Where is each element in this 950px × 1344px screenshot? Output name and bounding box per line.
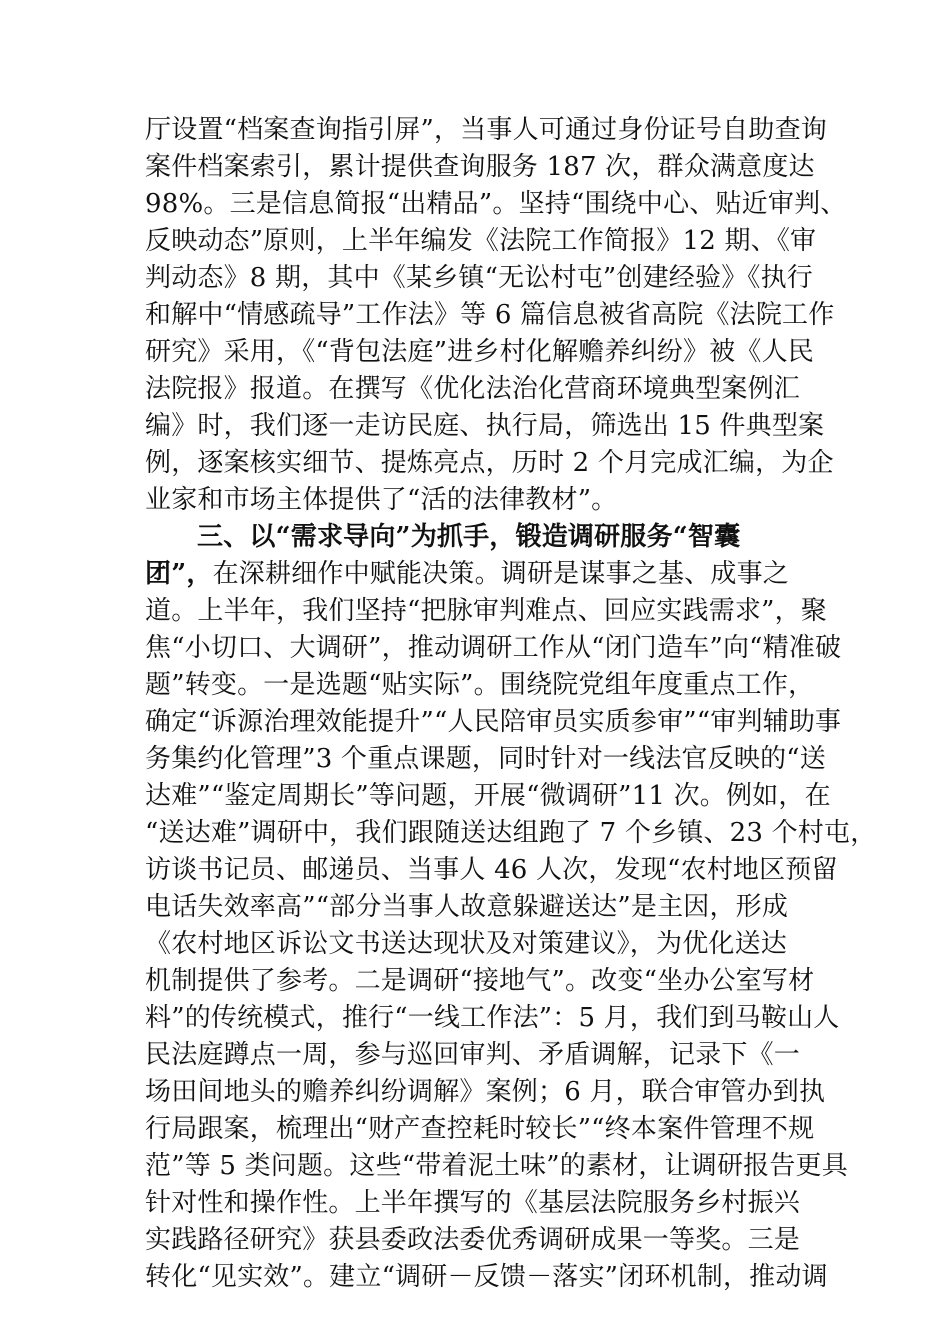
- section-heading-end: 团”，: [145, 559, 213, 589]
- text-line: 确定“诉源治理效能提升”“人民陪审员实质参审”“审判辅助事: [145, 707, 842, 737]
- text-line: 实践路径研究》获县委政法委优秀调研成果一等奖。三是: [145, 1225, 801, 1255]
- text-line: 例，逐案核实细节、提炼亮点，历时 2 个月完成汇编，为企: [145, 448, 834, 478]
- text-line: “送达难”调研中，我们跟随送达组跑了 7 个乡镇、23 个村屯，: [145, 818, 877, 848]
- text-line: 法院报》报道。在撰写《优化法治化营商环境典型案例汇: [145, 374, 801, 404]
- text-line: 针对性和操作性。上半年撰写的《基层法院服务乡村振兴: [145, 1188, 801, 1218]
- text-line: 访谈书记员、邮递员、当事人 46 人次，发现“农村地区预留: [145, 855, 838, 885]
- body-text: [145, 112, 877, 1296]
- text-line: 场田间地头的赡养纠纷调解》案例；6 月，联合审管办到执: [145, 1077, 826, 1107]
- text-line: 道。上半年，我们坚持“把脉审判难点、回应实践需求”，聚: [145, 596, 827, 626]
- text-line: 务集约化管理”3 个重点课题，同时针对一线法官反映的“送: [145, 744, 826, 774]
- text-line: 达难”“鉴定周期长”等问题，开展“微调研”11 次。例如，在: [145, 781, 831, 811]
- text-line: 焦“小切口、大调研”，推动调研工作从“闭门造车”向“精准破: [145, 633, 842, 663]
- section-heading: 三、以“需求导向”为抓手，锻造调研服务“智囊: [197, 522, 741, 552]
- text-line: 民法庭蹲点一周，参与巡回审判、矛盾调解，记录下《一: [145, 1040, 801, 1070]
- text-line: 业家和市场主体提供了“活的法律教材”。: [145, 485, 618, 515]
- text-line: 98%。三是信息简报“出精品”。坚持“围绕中心、贴近审判、: [145, 189, 847, 219]
- text-line: 机制提供了参考。二是调研“接地气”。改变“坐办公室写材: [145, 966, 815, 996]
- text-line: 案件档案索引，累计提供查询服务 187 次，群众满意度达: [145, 152, 815, 182]
- text-line: 转化“见实效”。建立“调研－反馈－落实”闭环机制，推动调: [145, 1262, 828, 1292]
- text-line: 和解中“情感疏导”工作法》等 6 篇信息被省高院《法院工作: [145, 300, 835, 330]
- text-line: 《农村地区诉讼文书送达现状及对策建议》，为优化送达: [145, 929, 788, 959]
- section-lead-text: 在深耕细作中赋能决策。调研是谋事之基、成事之: [212, 559, 789, 589]
- text-line: 厅设置“档案查询指引屏”，当事人可通过身份证号自助查询: [145, 115, 827, 145]
- text-line: 电话失效率高”“部分当事人故意躲避送达”是主因，形成: [145, 892, 789, 922]
- text-line: 编》时，我们逐一走访民庭、执行局，筛选出 15 件典型案: [145, 411, 825, 441]
- text-line: 行局跟案，梳理出“财产查控耗时较长”“终本案件管理不规: [145, 1114, 815, 1144]
- section-heading-continued: [145, 556, 815, 593]
- text-line: 判动态》8 期，其中《某乡镇“无讼村屯”创建经验》《执行: [145, 263, 813, 293]
- text-line: 料”的传统模式，推行“一线工作法”：5 月，我们到马鞍山人: [145, 1003, 840, 1033]
- text-line: 题”转变。一是选题“贴实际”。围绕院党组年度重点工作，: [145, 670, 815, 700]
- text-line: 反映动态”原则，上半年编发《法院工作简报》12 期、《审: [145, 226, 817, 256]
- text-line: 范”等 5 类问题。这些“带着泥土味”的素材，让调研报告更具: [145, 1151, 848, 1181]
- text-line: 研究》采用，《“背包法庭”进乡村化解赡养纠纷》被《人民: [145, 337, 814, 367]
